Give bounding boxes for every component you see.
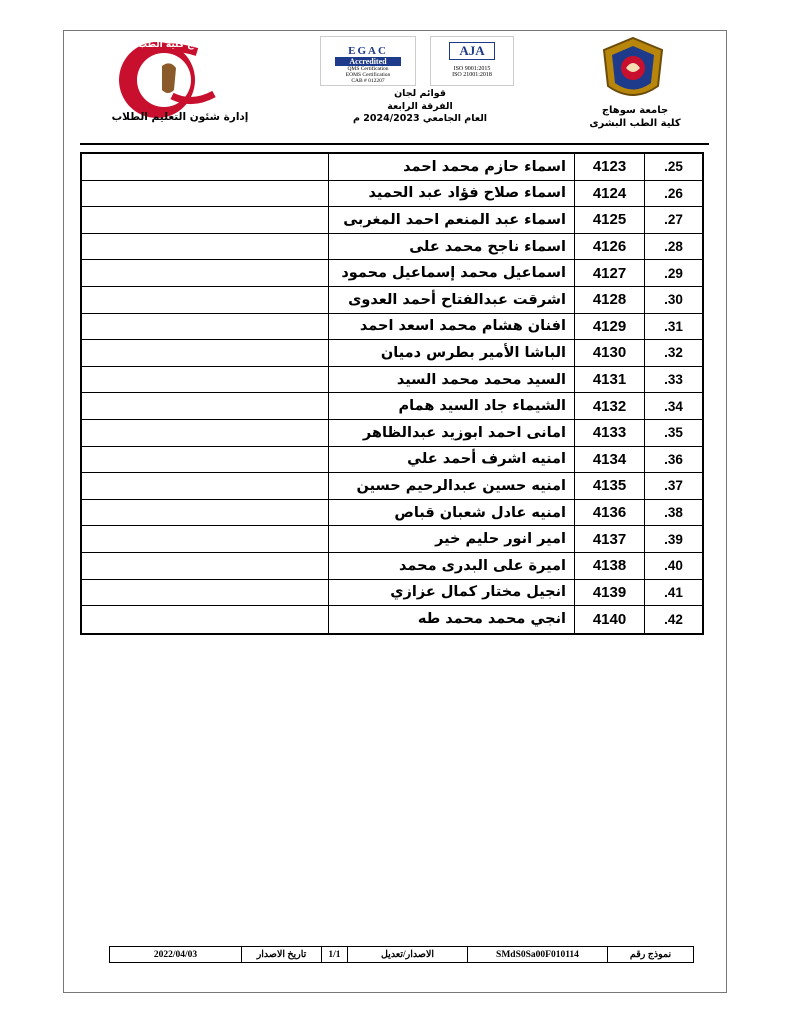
row-number: .40 — [644, 553, 702, 579]
student-code: 4139 — [574, 580, 644, 606]
university-seal — [598, 36, 668, 104]
row-number: .34 — [644, 393, 702, 419]
blank-cell — [82, 553, 328, 579]
aja-logo-iso9001: ISO 9001:2015 — [453, 66, 491, 72]
egac-logo-cab: CAB # 012207 — [351, 78, 385, 84]
blank-cell — [82, 367, 328, 393]
student-code: 4123 — [574, 154, 644, 180]
university-line-2: كلية الطب البشرى — [589, 118, 681, 129]
form-number-value: SMdS0Sa00F010114 — [467, 947, 607, 962]
student-name: السيد محمد محمد السيد — [328, 367, 574, 393]
student-roster-table — [80, 152, 704, 635]
row-number: .27 — [644, 207, 702, 233]
table-row — [82, 287, 702, 314]
student-name: اسماء ناجح محمد على — [328, 234, 574, 260]
blank-cell — [82, 526, 328, 552]
student-name: انجيل مختار كمال عزازي — [328, 580, 574, 606]
student-code: 4127 — [574, 260, 644, 286]
table-row — [82, 181, 702, 208]
student-code: 4124 — [574, 181, 644, 207]
student-name: الباشا الأمير بطرس دميان — [328, 340, 574, 366]
row-number: .41 — [644, 580, 702, 606]
university-line-1: جامعة سوهاج — [601, 105, 669, 116]
student-code: 4134 — [574, 447, 644, 473]
student-name: اسماء حازم محمد احمد — [328, 154, 574, 180]
student-name: امانى احمد ابوزيد عبدالظاهر — [328, 420, 574, 446]
blank-cell — [82, 154, 328, 180]
blank-cell — [82, 260, 328, 286]
student-name: امير انور حليم خير — [328, 526, 574, 552]
student-code: 4131 — [574, 367, 644, 393]
student-code: 4132 — [574, 393, 644, 419]
table-row — [82, 553, 702, 580]
table-row — [82, 606, 702, 633]
title-line-2: الفرقة الرابعة — [387, 100, 453, 112]
form-number-label: نموذج رقم — [607, 947, 693, 962]
title-line-3: العام الجامعي 2024/2023 م — [352, 113, 488, 124]
row-number: .30 — [644, 287, 702, 313]
accreditation-logos — [320, 36, 515, 86]
student-name: اسماء عبد المنعم احمد المغربى — [328, 207, 574, 233]
aja-logo-iso21001: ISO 21001:2018 — [452, 72, 492, 78]
student-code: 4125 — [574, 207, 644, 233]
blank-cell — [82, 447, 328, 473]
blank-cell — [82, 287, 328, 313]
table-row — [82, 447, 702, 474]
student-code: 4129 — [574, 314, 644, 340]
title-line-1: قوائم لجان — [394, 88, 446, 99]
blank-cell — [82, 207, 328, 233]
blank-cell — [82, 340, 328, 366]
row-number: .32 — [644, 340, 702, 366]
aja-logo-mark: AJA — [449, 42, 495, 60]
table-row — [82, 314, 702, 341]
issue-date-label: تاريخ الاصدار — [241, 947, 321, 962]
blank-cell — [82, 606, 328, 633]
blank-cell — [82, 234, 328, 260]
table-row — [82, 367, 702, 394]
row-number: .37 — [644, 473, 702, 499]
student-code: 4135 — [574, 473, 644, 499]
egac-logo-accredited: Accredited — [335, 57, 401, 66]
student-affairs-caption: إدارة شئون التعليم الطلاب — [111, 111, 249, 123]
table-row — [82, 500, 702, 527]
issue-date-value: 2022/04/03 — [153, 949, 198, 960]
student-code: 4133 — [574, 420, 644, 446]
blank-cell — [82, 420, 328, 446]
student-code: 4137 — [574, 526, 644, 552]
row-number: .39 — [644, 526, 702, 552]
form-footer — [109, 946, 694, 963]
student-code: 4138 — [574, 553, 644, 579]
blank-cell — [82, 393, 328, 419]
egac-logo — [320, 36, 416, 86]
row-number: .38 — [644, 500, 702, 526]
table-row — [82, 260, 702, 287]
faculty-logo-text: جامعة سوهاج كلية الطب — [138, 40, 247, 50]
table-row — [82, 420, 702, 447]
student-name: اشرقت عبدالفتاح أحمد العدوى — [328, 287, 574, 313]
student-code: 4140 — [574, 606, 644, 633]
document-title — [330, 88, 510, 126]
header-divider — [80, 143, 709, 145]
blank-cell — [82, 473, 328, 499]
egac-logo-eoms: EOMS Certification — [345, 72, 391, 78]
student-name: اميرة على البدرى محمد — [328, 553, 574, 579]
student-code: 4136 — [574, 500, 644, 526]
row-number: .25 — [644, 154, 702, 180]
row-number: .26 — [644, 181, 702, 207]
student-name: اسماعيل محمد إسماعيل محمود — [328, 260, 574, 286]
table-row — [82, 154, 702, 181]
revision-value: 1/1 — [321, 947, 347, 962]
row-number: .33 — [644, 367, 702, 393]
row-number: .36 — [644, 447, 702, 473]
student-name: امنيه حسين عبدالرحيم حسين — [328, 473, 574, 499]
revision-label: الاصدار/تعديل — [347, 947, 467, 962]
egac-logo-qms: QMS Certification — [347, 66, 389, 72]
table-row — [82, 234, 702, 261]
row-number: .42 — [644, 606, 702, 633]
table-row — [82, 340, 702, 367]
student-code: 4128 — [574, 287, 644, 313]
student-name: الشيماء جاد السيد همام — [328, 393, 574, 419]
aja-logo — [430, 36, 514, 86]
table-row — [82, 473, 702, 500]
table-row — [82, 207, 702, 234]
row-number: .28 — [644, 234, 702, 260]
row-number: .29 — [644, 260, 702, 286]
blank-cell — [82, 181, 328, 207]
blank-cell — [82, 580, 328, 606]
university-name — [580, 104, 690, 130]
table-row — [82, 580, 702, 607]
table-row — [82, 526, 702, 553]
student-name: اسماء صلاح فؤاد عبد الحميد — [328, 181, 574, 207]
row-number: .35 — [644, 420, 702, 446]
student-name: انجي محمد محمد طه — [328, 606, 574, 633]
student-name: افنان هشام محمد اسعد احمد — [328, 314, 574, 340]
blank-cell — [82, 500, 328, 526]
table-row — [82, 393, 702, 420]
student-name: امنيه عادل شعبان قباص — [328, 500, 574, 526]
student-name: امنيه اشرف أحمد علي — [328, 447, 574, 473]
student-code: 4130 — [574, 340, 644, 366]
student-code: 4126 — [574, 234, 644, 260]
blank-cell — [82, 314, 328, 340]
egac-logo-mark: EGAC — [348, 45, 388, 57]
row-number: .31 — [644, 314, 702, 340]
